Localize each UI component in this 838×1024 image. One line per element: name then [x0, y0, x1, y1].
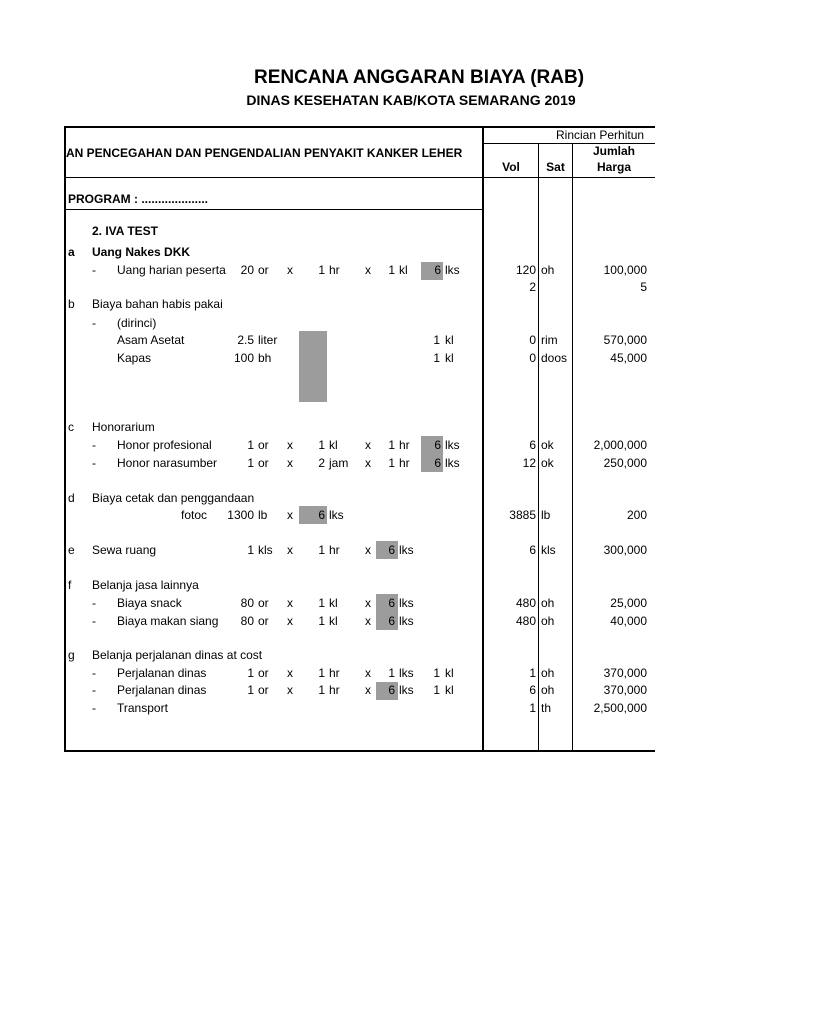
item-harga: 2,500,000	[593, 701, 647, 715]
item-sat: lb	[541, 508, 551, 522]
page-title: RENCANA ANGGARAN BIAYA (RAB)	[253, 67, 585, 88]
header-bottom-line	[64, 177, 655, 178]
item-times-2: x	[365, 263, 371, 277]
item-unit-1: lb	[258, 508, 268, 522]
col-header-jumlah: Jumlah	[592, 144, 635, 158]
item-unit-4: lks	[445, 456, 460, 470]
item-harga: 370,000	[603, 683, 647, 697]
item-qty-1: 80	[240, 596, 254, 610]
item-times-2: x	[365, 456, 371, 470]
item-qty-1: 1	[247, 683, 254, 697]
item-unit-1: or	[258, 263, 269, 277]
item-harga: 200	[626, 508, 647, 522]
item-unit-3: lks	[399, 666, 414, 680]
item-unit-3: lks	[399, 614, 414, 628]
item-unit-1: or	[258, 614, 269, 628]
item-sat: oh	[541, 596, 555, 610]
item-times-2: x	[365, 438, 371, 452]
item-qty-1: 1	[247, 438, 254, 452]
item-sat: kls	[541, 543, 556, 557]
item-dash: -	[92, 456, 96, 470]
item-harga: 40,000	[610, 614, 647, 628]
item-times-2: x	[365, 614, 371, 628]
item-unit-3: hr	[399, 438, 410, 452]
item-unit-3: kl	[445, 333, 454, 347]
item-harga: 300,000	[603, 543, 647, 557]
table-bottom-border	[64, 750, 655, 752]
item-desc: Honor narasumber	[117, 456, 218, 470]
item-note: (dirinci)	[117, 316, 157, 330]
item-qty-4: 1	[433, 666, 440, 680]
item-unit-2: kl	[329, 614, 338, 628]
item-desc: Asam Asetat	[117, 333, 185, 347]
item-dash: -	[92, 596, 96, 610]
item-unit-2: hr	[329, 666, 340, 680]
item-qty-2: 2	[318, 456, 325, 470]
col-header-vol: Vol	[502, 160, 520, 174]
item-sat: oh	[541, 666, 555, 680]
item-desc: Honor profesional	[117, 438, 212, 452]
item-vol: 480	[515, 596, 536, 610]
item-unit-1: liter	[258, 333, 278, 347]
item-qty-4: 6	[434, 438, 441, 452]
item-times-1: x	[287, 438, 293, 452]
item-qty-3: 1	[388, 456, 395, 470]
program-label: PROGRAM : ....................	[68, 192, 209, 206]
item-qty-3: 6	[388, 683, 395, 697]
item-times-2: x	[365, 596, 371, 610]
item-vol: 6	[529, 683, 536, 697]
item-sat: th	[541, 701, 552, 715]
item-harga: 370,000	[603, 666, 647, 680]
col-header-harga: Harga	[596, 160, 631, 174]
item-qty-4: 6	[434, 456, 441, 470]
item-unit-3: lks	[399, 543, 414, 557]
item-sat: oh	[541, 683, 555, 697]
item-harga: 250,000	[603, 456, 647, 470]
item-vol: 480	[515, 614, 536, 628]
item-qty-3: 1	[388, 263, 395, 277]
item-unit-4: kl	[445, 683, 454, 697]
row-letter: a	[68, 245, 75, 259]
item-unit-2: hr	[329, 683, 340, 697]
item-times-1: x	[287, 508, 293, 522]
item-times-1: x	[287, 543, 293, 557]
item-unit-2: lks	[329, 508, 344, 522]
item-times-1: x	[287, 456, 293, 470]
col-divider-harga	[572, 143, 573, 752]
item-qty-1: 1	[247, 666, 254, 680]
item-qty-3: 6	[388, 596, 395, 610]
item-desc: Uang harian peserta	[117, 263, 226, 277]
item-unit-1: or	[258, 683, 269, 697]
item-vol: 1	[529, 666, 536, 680]
item-harga: 570,000	[603, 333, 647, 347]
item-qty-1: 1	[247, 543, 254, 557]
item-vol: 3885	[509, 508, 536, 522]
item-qty-2: 1	[318, 683, 325, 697]
item-qty-1: 1300	[227, 508, 254, 522]
shaded-block	[299, 331, 327, 402]
item-sat: oh	[541, 263, 555, 277]
item-vol: 120	[515, 263, 536, 277]
row-label: Sewa ruang	[92, 543, 157, 557]
row-label: Uang Nakes DKK	[92, 245, 191, 259]
page-subtitle: DINAS KESEHATAN KAB/KOTA SEMARANG 2019	[246, 92, 576, 108]
program-bottom-line	[64, 209, 484, 210]
item-vol: 0	[529, 333, 536, 347]
col-divider-sat	[538, 143, 539, 752]
item-unit-1: bh	[258, 351, 272, 365]
item-desc: fotoc	[181, 508, 208, 522]
item-desc: Perjalanan dinas	[117, 666, 207, 680]
table-left-border	[64, 126, 66, 752]
item-dash: -	[92, 263, 96, 277]
item-harga: 5	[640, 280, 647, 294]
item-dash: -	[92, 666, 96, 680]
item-sat: doos	[541, 351, 568, 365]
item-qty-3: 1	[388, 666, 395, 680]
item-unit-1: or	[258, 596, 269, 610]
item-vol: 1	[529, 701, 536, 715]
col-header-sat: Sat	[546, 160, 565, 174]
row-letter: g	[68, 648, 75, 662]
item-unit-1: kls	[258, 543, 273, 557]
item-desc: Biaya snack	[117, 596, 182, 610]
item-qty-2: 1	[318, 438, 325, 452]
item-harga: 45,000	[610, 351, 647, 365]
item-unit-4: lks	[445, 438, 460, 452]
item-qty-1: 80	[240, 614, 254, 628]
activity-title: AN PENCEGAHAN DAN PENGENDALIAN PENYAKIT KANKER LEHER	[66, 146, 463, 160]
item-vol: 2	[529, 280, 536, 294]
item-qty-3: 6	[388, 614, 395, 628]
item-vol: 12	[522, 456, 536, 470]
item-qty-2: 1	[318, 596, 325, 610]
row-label: Belanja perjalanan dinas at cost	[92, 648, 263, 662]
item-dash: -	[92, 438, 96, 452]
item-unit-3: kl	[399, 263, 408, 277]
item-qty-3: 1	[388, 438, 395, 452]
item-unit-4: lks	[445, 263, 460, 277]
item-qty-3: 1	[433, 351, 440, 365]
item-qty-1: 100	[233, 351, 254, 365]
item-times-2: x	[365, 666, 371, 680]
item-qty-2: 6	[318, 508, 325, 522]
item-unit-3: lks	[399, 596, 414, 610]
section-title: 2. IVA TEST	[92, 224, 159, 238]
row-letter: b	[68, 297, 75, 311]
item-unit-4: kl	[445, 666, 454, 680]
item-times-1: x	[287, 666, 293, 680]
item-times-2: x	[365, 543, 371, 557]
item-unit-2: jam	[329, 456, 349, 470]
item-times-2: x	[365, 683, 371, 697]
item-vol: 0	[529, 351, 536, 365]
item-unit-3: lks	[399, 683, 414, 697]
item-times-1: x	[287, 263, 293, 277]
item-vol: 6	[529, 438, 536, 452]
row-letter: d	[68, 491, 75, 505]
item-unit-3: kl	[445, 351, 454, 365]
row-label: Belanja jasa lainnya	[92, 578, 199, 592]
row-label: Biaya cetak dan penggandaan	[92, 491, 255, 505]
item-desc: Perjalanan dinas	[117, 683, 207, 697]
item-sat: rim	[541, 333, 558, 347]
item-sat: ok	[541, 456, 554, 470]
item-dash: -	[92, 614, 96, 628]
row-label: Biaya bahan habis pakai	[92, 297, 223, 311]
item-qty-4: 6	[434, 263, 441, 277]
item-dash: -	[92, 701, 96, 715]
item-unit-3: hr	[399, 456, 410, 470]
item-dash: -	[92, 683, 96, 697]
item-qty-2: 1	[318, 614, 325, 628]
item-times-1: x	[287, 614, 293, 628]
item-qty-1: 1	[247, 456, 254, 470]
row-label: Honorarium	[92, 420, 155, 434]
item-desc: Kapas	[117, 351, 152, 365]
item-qty-4: 1	[433, 683, 440, 697]
item-qty-1: 20	[240, 263, 254, 277]
item-unit-2: kl	[329, 596, 338, 610]
item-unit-2: kl	[329, 438, 338, 452]
col-divider-vol	[482, 126, 484, 752]
item-vol: 6	[529, 543, 536, 557]
item-times-1: x	[287, 596, 293, 610]
item-unit-2: hr	[329, 543, 340, 557]
item-qty-3: 1	[433, 333, 440, 347]
item-harga: 25,000	[610, 596, 647, 610]
item-unit-2: hr	[329, 263, 340, 277]
item-desc: Transport	[117, 701, 168, 715]
item-qty-3: 6	[388, 543, 395, 557]
row-letter: c	[68, 420, 74, 434]
item-qty-2: 1	[318, 666, 325, 680]
item-harga: 100,000	[603, 263, 647, 277]
item-unit-1: or	[258, 666, 269, 680]
item-harga: 2,000,000	[593, 438, 647, 452]
item-sat: ok	[541, 438, 554, 452]
item-qty-2: 1	[318, 543, 325, 557]
item-qty-1: 2.5	[237, 333, 254, 347]
row-letter: e	[68, 543, 75, 557]
rincian-header: Rincian Perhitun	[556, 128, 645, 142]
row-letter: f	[68, 578, 72, 592]
item-dash: -	[92, 316, 96, 330]
item-sat: oh	[541, 614, 555, 628]
item-desc: Biaya makan siang	[117, 614, 219, 628]
item-qty-2: 1	[318, 263, 325, 277]
item-times-1: x	[287, 683, 293, 697]
item-unit-1: or	[258, 456, 269, 470]
item-unit-1: or	[258, 438, 269, 452]
